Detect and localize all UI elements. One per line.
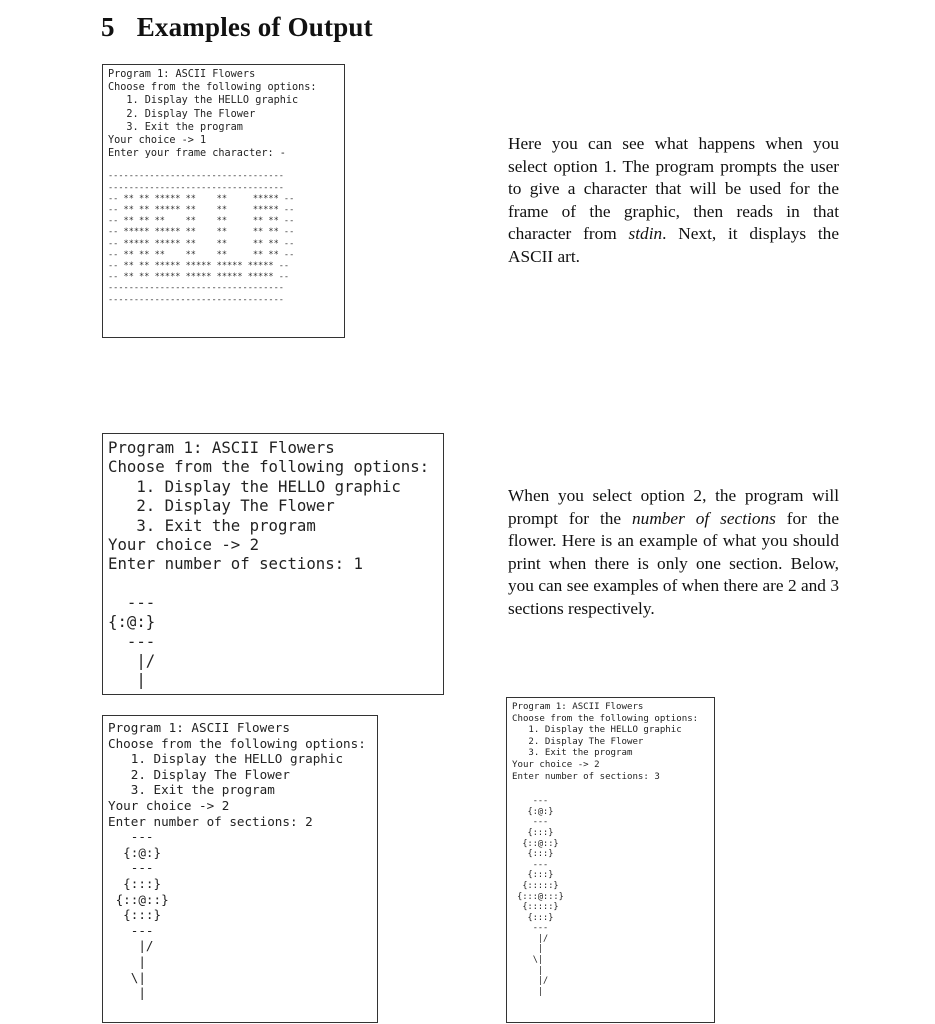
paragraph-option1: Here you can see what happens when you select option 1. The program prompts the user to give a character that will be used for the frame of the graphic, then reads in that character from stdin. Next, it displays the ASCII art.	[508, 134, 839, 266]
menu-text: Program 1: ASCII Flowers Choose from the following options: 1. Display the HELLO graphic 2. Display The Flower 3. Exit the program Your choice -> 2 Enter number of sections: 3	[512, 702, 699, 782]
section-number: 5	[101, 12, 115, 42]
flower-ascii-art: --- {:@:} --- |/ |	[108, 592, 156, 690]
menu-text: Program 1: ASCII Flowers Choose from the following options: 1. Display the HELLO graphic 2. Display The Flower 3. Exit the program Your choice -> 1 Enter your frame character: -	[108, 69, 317, 160]
section-title: Examples of Output	[136, 12, 373, 42]
hello-ascii-art: ---------------------------------- ---------------------------------- -- ** ** ***** ** ** ***** -- -- ** ** ***** ** ** ***** -- -- ** ** ** ** ** ** ** -- -- ***** ***** ** ** ** ** -- -- ***** ***** ** ** ** ** -- -- ** ** ** ** ** ** ** -- -- ** ** ***** ***** ***** ***** -- -- ** ** ***** ***** ***** ***** -- ---------------------------------- ----------------------------------	[108, 171, 295, 305]
output-box-three-sections	[506, 697, 715, 1023]
flower-ascii-art: --- {:@:} --- {:::} {::@::} {:::} --- |/ | \| |	[115, 829, 169, 1001]
section-heading	[101, 12, 373, 43]
output-box-one-section	[102, 433, 444, 695]
flower-ascii-art: --- {:@:} --- {:::} {::@::} {:::} --- {:::} {:::::} {:::@:::} {:::::} {:::} --- |/ | \| | |/ |	[517, 796, 564, 997]
menu-text: Program 1: ASCII Flowers Choose from the following options: 1. Display the HELLO graphic 2. Display The Flower 3. Exit the program Your choice -> 2 Enter number of sections: 2	[108, 720, 366, 829]
output-box-option1	[102, 64, 345, 338]
output-box-two-sections	[102, 715, 378, 1023]
paragraph-option2: When you select option 2, the program will prompt for the number of sections for the flower. Here is an example of what you should print when there is only one section. Below, you can see examples of when there are 2 and 3 sections respectively.	[508, 486, 839, 618]
menu-text: Program 1: ASCII Flowers Choose from the following options: 1. Display the HELLO graphic 2. Display The Flower 3. Exit the program Your choice -> 2 Enter number of sections: 1	[108, 438, 430, 574]
